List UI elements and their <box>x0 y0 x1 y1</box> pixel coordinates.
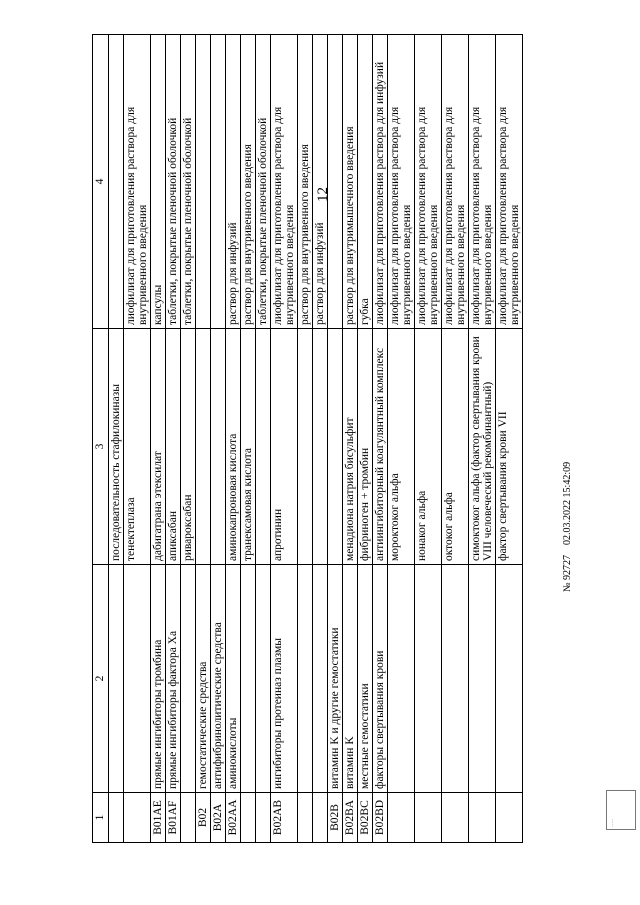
drug-name-cell: октоког альфа <box>442 329 469 565</box>
dosage-form-cell: лиофилизат для приготовления раствора для внутривенного введения <box>415 35 442 329</box>
drug-name-cell: менадиона натрия бисульфит <box>343 329 358 565</box>
atc-code-cell: B01AE <box>151 793 166 843</box>
dosage-form-cell: раствор для инфузий <box>226 35 241 329</box>
atc-code-cell: B02AB <box>271 793 298 843</box>
dosage-form-cell: лиофилизат для приготовления раствора для внутривенного введения <box>271 35 298 329</box>
drug-name-cell <box>313 329 328 565</box>
table-row <box>328 35 343 843</box>
group-cell: витамин K <box>343 565 358 793</box>
table-row <box>313 35 328 843</box>
doc-number: № 92727 <box>562 554 573 592</box>
dosage-form-cell <box>328 35 343 329</box>
drug-name-cell: апротинин <box>271 329 298 565</box>
group-cell: прямые ингибиторы фактора Xa <box>166 565 181 793</box>
group-cell: антифибринолитические средства <box>211 565 226 793</box>
dosage-form-cell: раствор для инфузий <box>313 35 328 329</box>
dosage-form-cell <box>196 35 211 329</box>
dosage-form-cell: лиофилизат для приготовления раствора для внутривенного введения <box>469 35 496 329</box>
drug-name-cell: фибриноген + тромбин <box>358 329 373 565</box>
table-row <box>388 35 415 843</box>
atc-code-cell <box>124 793 151 843</box>
group-cell <box>256 565 271 793</box>
table-row <box>373 35 388 843</box>
table-row <box>343 35 358 843</box>
atc-code-cell <box>109 793 124 843</box>
dosage-form-cell: таблетки, покрытые пленочной оболочкой <box>181 35 196 329</box>
group-cell: местные гемостатики <box>358 565 373 793</box>
drug-name-cell: симоктоког альфа (фактор свертывания крови VIII человеческий рекомбинантный) <box>469 329 496 565</box>
table-row <box>211 35 226 843</box>
table-row <box>298 35 313 843</box>
group-cell: аминокислоты <box>226 565 241 793</box>
drug-name-cell <box>256 329 271 565</box>
drug-name-cell <box>328 329 343 565</box>
rotated-table-wrapper <box>92 35 550 843</box>
drug-name-cell: тенектеплаза <box>124 329 151 565</box>
atc-code-cell <box>241 793 256 843</box>
drug-name-cell <box>211 329 226 565</box>
dosage-form-cell: лиофилизат для приготовления раствора для внутривенного введения <box>124 35 151 329</box>
group-cell: факторы свертывания крови <box>373 565 388 793</box>
header-col-1: 1 <box>93 793 109 843</box>
drug-name-cell: последовательность стафилокиназы <box>109 329 124 565</box>
table-row <box>256 35 271 843</box>
atc-code-cell <box>313 793 328 843</box>
atc-code-cell: B02AA <box>226 793 241 843</box>
dosage-form-cell: раствор для внутривенного введения <box>241 35 256 329</box>
table-row <box>151 35 166 843</box>
dosage-form-cell: лиофилизат для приготовления раствора для внутривенного введения <box>388 35 415 329</box>
group-cell <box>109 565 124 793</box>
dosage-form-cell: раствор для внутримышечного введения <box>343 35 358 329</box>
header-row <box>93 35 109 843</box>
table-body <box>109 35 523 843</box>
dosage-form-cell: таблетки, покрытые пленочной оболочкой <box>256 35 271 329</box>
group-cell <box>298 565 313 793</box>
dosage-form-cell: лиофилизат для приготовления раствора для инфузий <box>373 35 388 329</box>
group-cell <box>241 565 256 793</box>
table-row <box>181 35 196 843</box>
group-cell <box>442 565 469 793</box>
drug-name-cell: фактор свертывания крови VII <box>496 329 523 565</box>
dosage-form-cell: губка <box>358 35 373 329</box>
atc-code-cell <box>496 793 523 843</box>
drug-name-cell: аминокапроновая кислота <box>226 329 241 565</box>
atc-code-cell: B02A <box>211 793 226 843</box>
group-cell <box>388 565 415 793</box>
dosage-form-cell <box>211 35 226 329</box>
table-row <box>226 35 241 843</box>
drug-name-cell: апиксабан <box>166 329 181 565</box>
group-cell <box>469 565 496 793</box>
group-cell: витамин K и другие гемостатики <box>328 565 343 793</box>
dosage-form-cell <box>109 35 124 329</box>
drug-name-cell: транексамовая кислота <box>241 329 256 565</box>
table-row <box>241 35 256 843</box>
table-row <box>358 35 373 843</box>
atc-code-cell: B02BD <box>373 793 388 843</box>
atc-code-cell <box>469 793 496 843</box>
atc-code-cell <box>256 793 271 843</box>
table-row <box>109 35 124 843</box>
group-cell <box>181 565 196 793</box>
table-row <box>196 35 211 843</box>
atc-code-cell <box>415 793 442 843</box>
drug-name-cell: ривароксабан <box>181 329 196 565</box>
group-cell: ингибиторы протеиназ плазмы <box>271 565 298 793</box>
table-row <box>469 35 496 843</box>
atc-code-cell: B02B <box>328 793 343 843</box>
group-cell <box>496 565 523 793</box>
table-row <box>415 35 442 843</box>
table-row <box>496 35 523 843</box>
dosage-form-cell: лиофилизат для приготовления раствора для внутривенного введения <box>496 35 523 329</box>
atc-code-cell: B01AF <box>166 793 181 843</box>
header-col-4: 4 <box>93 35 109 329</box>
group-cell: прямые ингибиторы тромбина <box>151 565 166 793</box>
doc-date: 02.03.2022 15:42:09 <box>562 461 573 545</box>
stamp-logo: ····· <box>606 790 636 830</box>
table-row <box>166 35 181 843</box>
drug-name-cell: мороктоког альфа <box>388 329 415 565</box>
drug-table <box>92 34 523 843</box>
drug-name-cell: дабигатрана этексилат <box>151 329 166 565</box>
group-cell <box>124 565 151 793</box>
table-row <box>442 35 469 843</box>
drug-name-cell <box>196 329 211 565</box>
header-col-2: 2 <box>93 565 109 793</box>
atc-code-cell: B02BC <box>358 793 373 843</box>
dosage-form-cell: капсулы <box>151 35 166 329</box>
group-cell <box>415 565 442 793</box>
atc-code-cell <box>298 793 313 843</box>
table-row <box>271 35 298 843</box>
atc-code-cell: B02 <box>196 793 211 843</box>
document-footer <box>562 462 573 592</box>
page-number: 12 <box>315 187 331 202</box>
drug-name-cell <box>298 329 313 565</box>
drug-name-cell: антиингибиторный коагулянтный комплекс <box>373 329 388 565</box>
table-row <box>124 35 151 843</box>
group-cell: гемостатические средства <box>196 565 211 793</box>
atc-code-cell <box>442 793 469 843</box>
atc-code-cell <box>388 793 415 843</box>
atc-code-cell <box>181 793 196 843</box>
group-cell <box>313 565 328 793</box>
dosage-form-cell: таблетки, покрытые пленочной оболочкой <box>166 35 181 329</box>
dosage-form-cell: раствор для внутривенного введения <box>298 35 313 329</box>
drug-name-cell: нонаког альфа <box>415 329 442 565</box>
header-col-3: 3 <box>93 329 109 565</box>
atc-code-cell: B02BA <box>343 793 358 843</box>
dosage-form-cell: лиофилизат для приготовления раствора для внутривенного введения <box>442 35 469 329</box>
